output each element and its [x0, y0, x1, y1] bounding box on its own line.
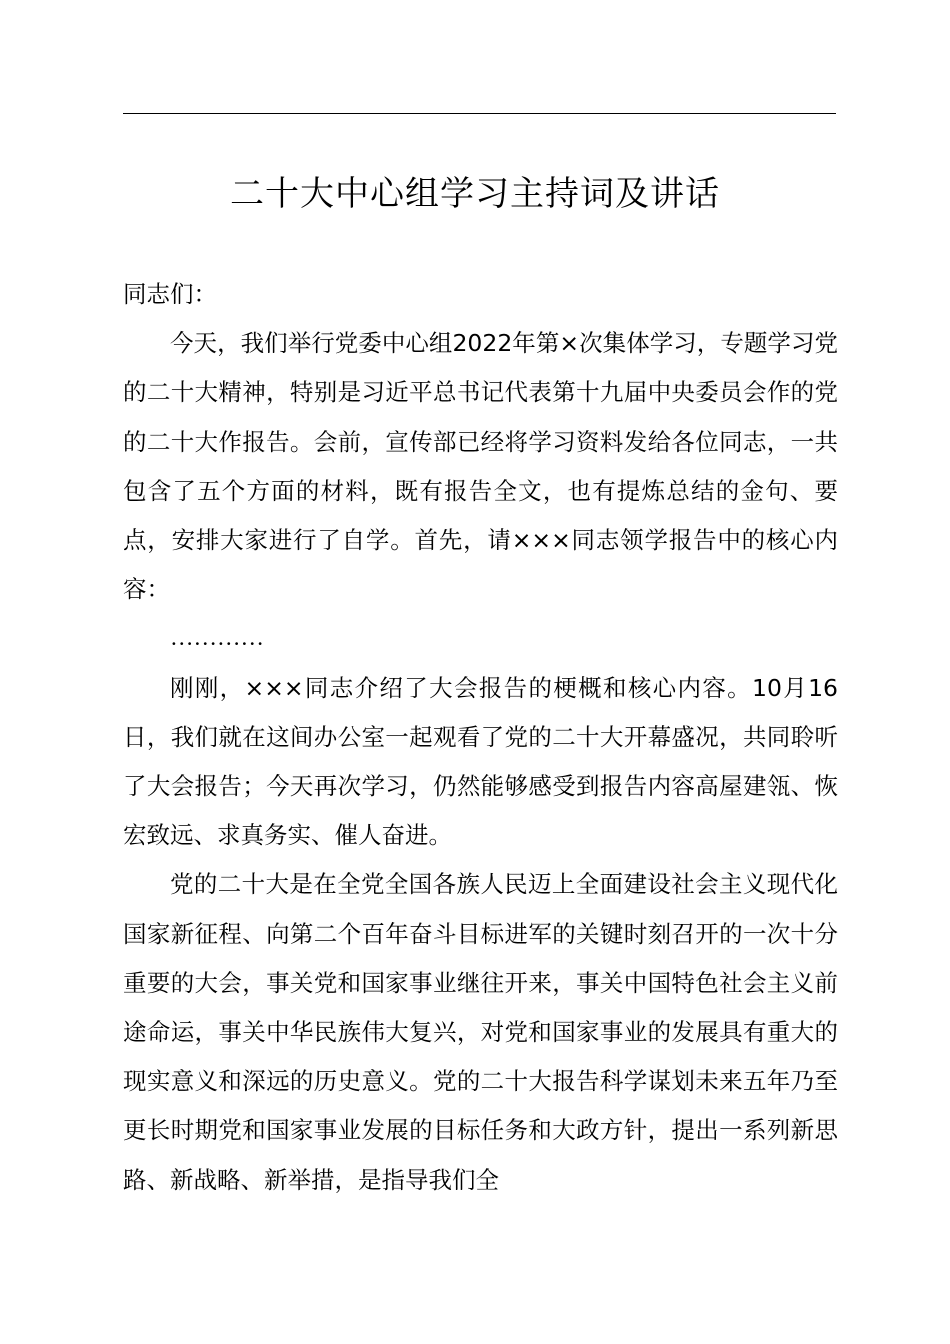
paragraph-recap: 刚刚，×××同志介绍了大会报告的梗概和核心内容。10月16日，我们就在这间办公室一起观看了党的二十大开幕盛况，共同聆听了大会报告；今天再次学习，仍然能够感受到报告内容高屋建瓴、恢宏致远、求真务实、催人奋进。 — [123, 673, 838, 850]
document-title: 二十大中心组学习主持词及讲话 — [230, 174, 720, 214]
document-body — [123, 270, 838, 1205]
paragraph-significance: 党的二十大是在全党全国各族人民迈上全面建设社会主义现代化国家新征程、向第二个百年奋斗目标进军的关键时刻召开的一次十分重要的大会，事关党和国家事业继往开来，事关中国特色社会主义前途命运，事关中华民族伟大复兴，对党和国家事业的发展具有重大的现实意义和深远的历史意义。党的二十大报告科学谋划未来五年乃至更长时期党和国家事业发展的目标任务和大政方针，提出一系列新思路、新战略、新举措，是指导我们全 — [123, 870, 838, 1194]
paragraph-ellipsis: ………… — [170, 625, 264, 652]
header-rule — [123, 113, 836, 114]
salutation: 同志们： — [123, 280, 217, 308]
paragraph-intro: 今天，我们举行党委中心组2022年第×次集体学习，专题学习党的二十大精神，特别是习近平总书记代表第十九届中央委员会作的党的二十大作报告。会前，宣传部已经将学习资料发给各位同志，一共包含了五个方面的材料，既有报告全文，也有提炼总结的金句、要点，安排大家进行了自学。首先，请×××同志领学报告中的核心内容： — [123, 329, 838, 604]
